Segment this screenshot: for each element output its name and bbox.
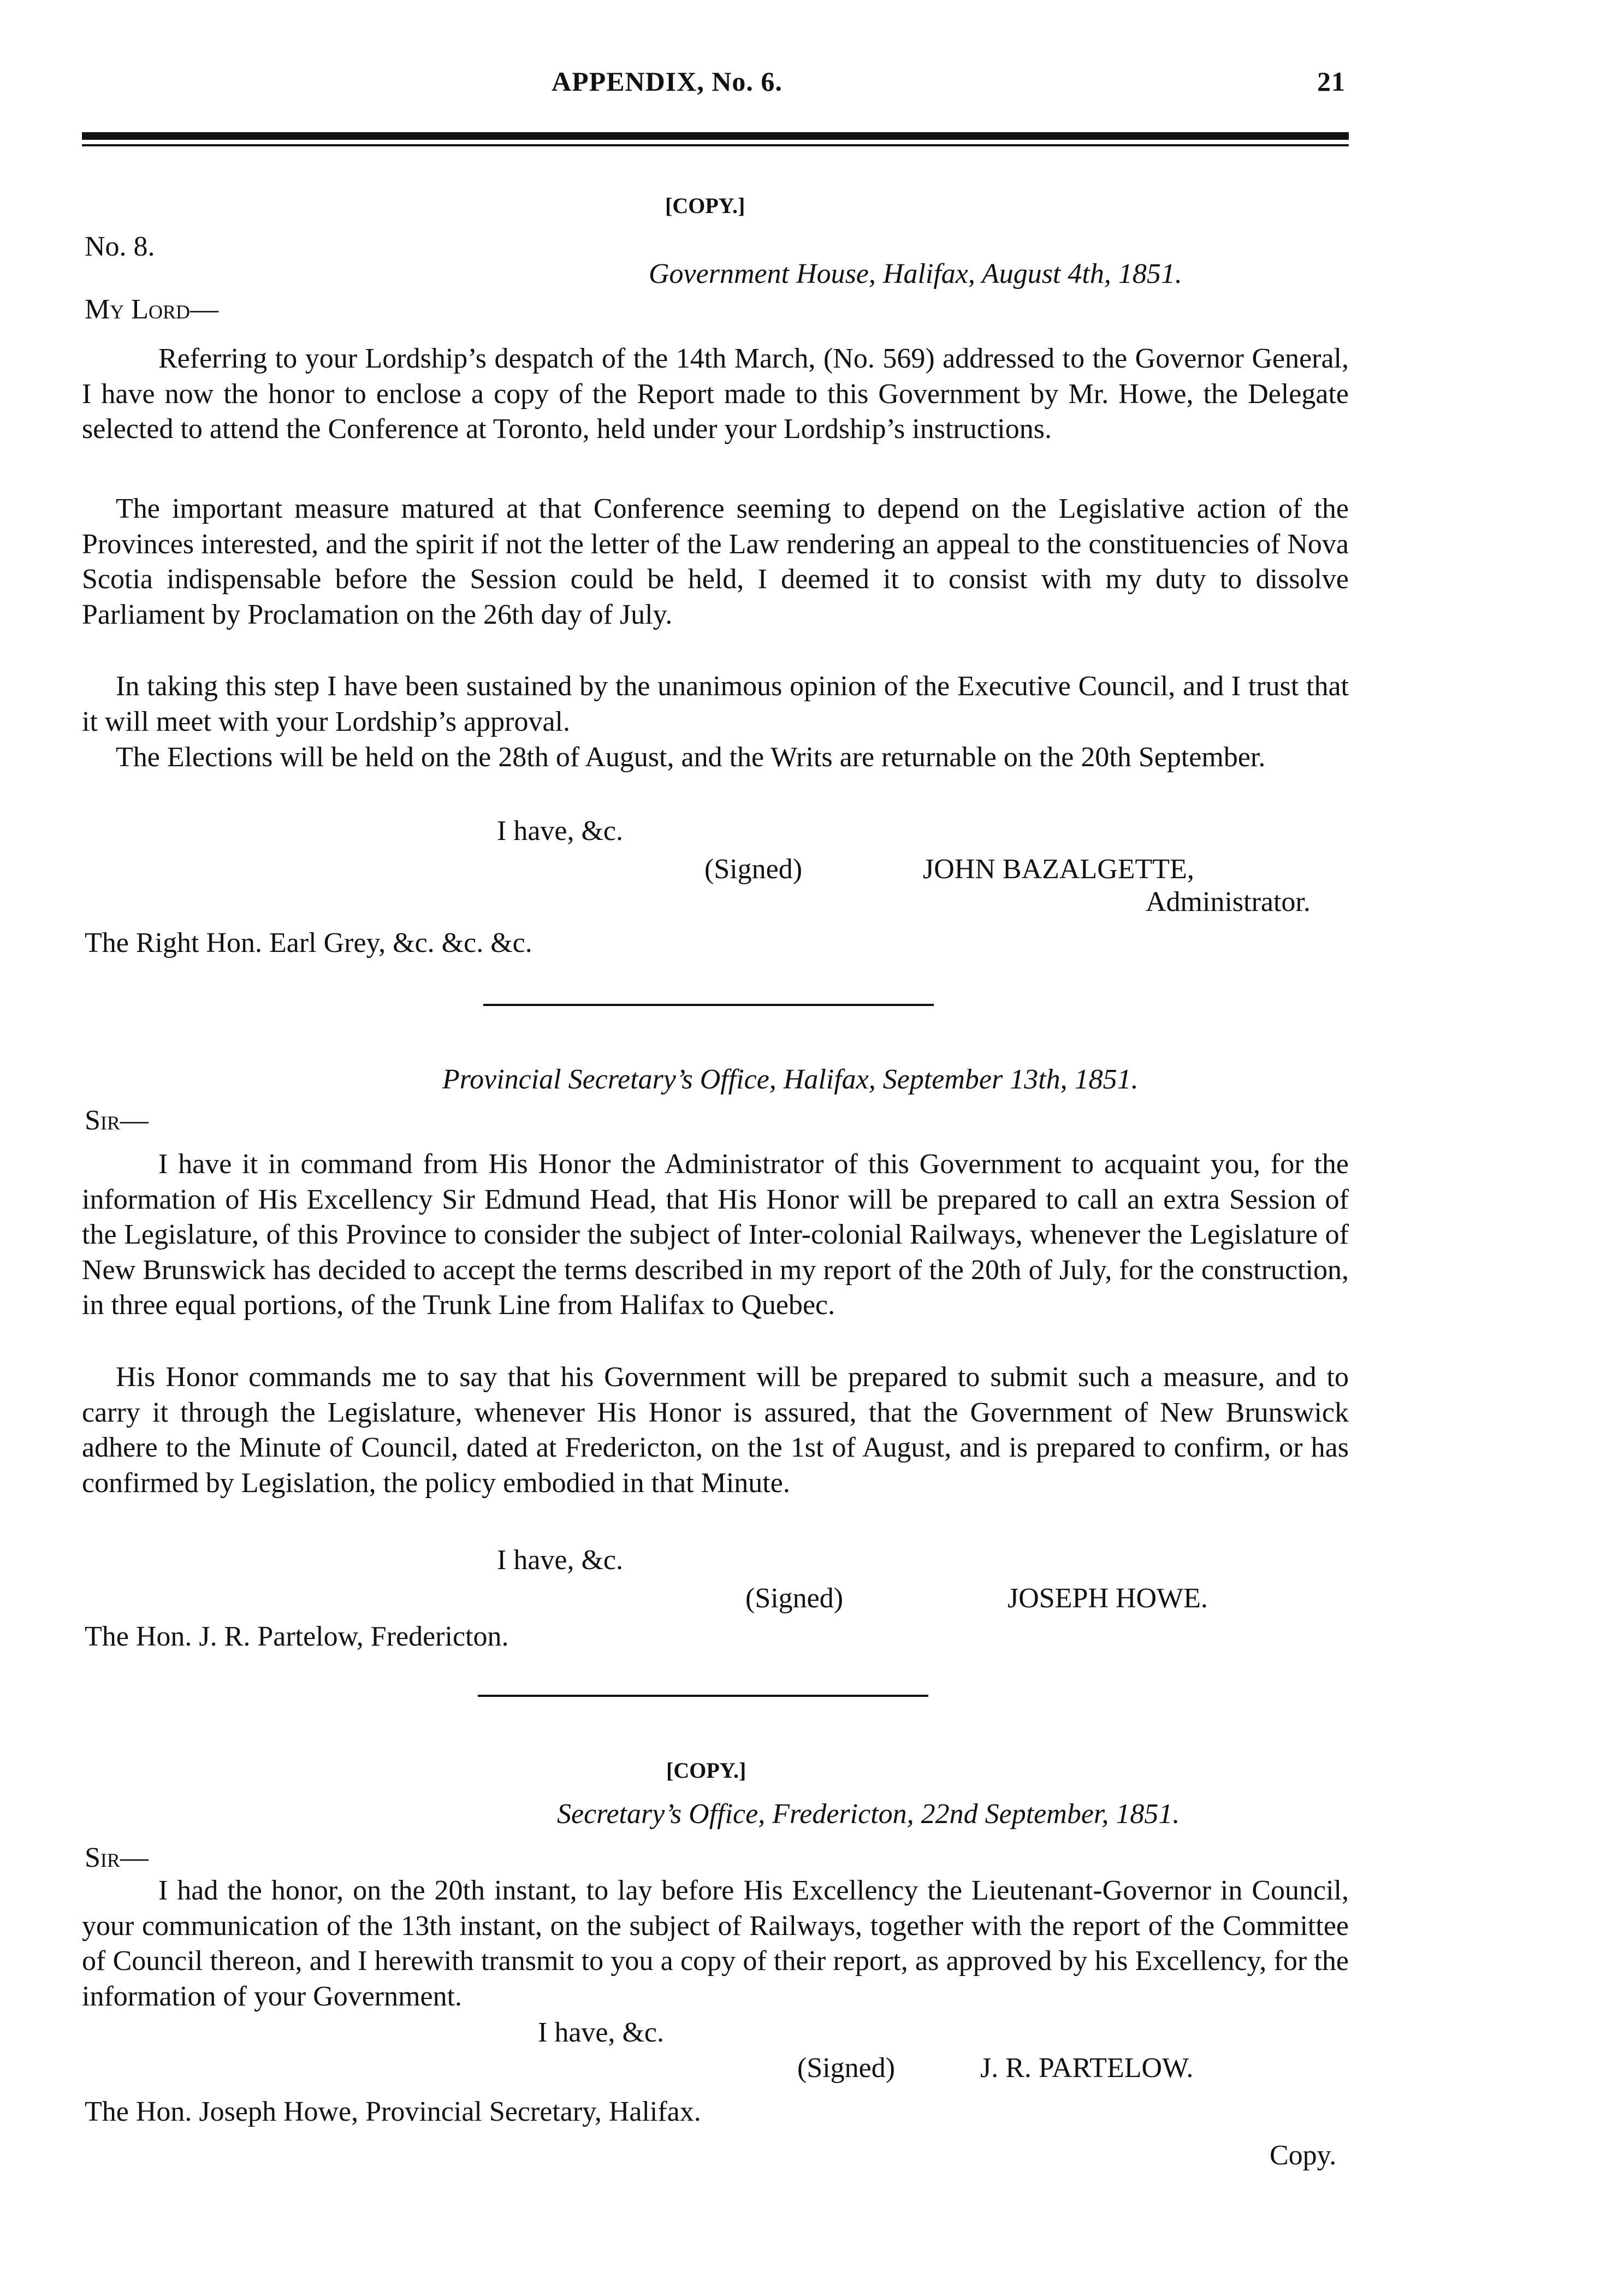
signer-name: JOHN BAZALGETTE,	[923, 854, 1194, 885]
addressee: The Right Hon. Earl Grey, &c. &c. &c.	[85, 927, 532, 958]
salutation: Sir—	[85, 1842, 149, 1873]
catchword: Copy.	[1270, 2140, 1337, 2171]
signer-name: JOSEPH HOWE.	[1007, 1583, 1208, 1614]
section-divider	[478, 1695, 928, 1697]
copy-mark: [COPY.]	[665, 193, 745, 218]
letter-paragraph: His Honor commands me to say that his Government will be prepared to submit such a measure, and to carry it through the Legislature, whenever His Honor is assured, that the Government of New Brunswick adhere to the Minute of Council, dated at Fredericton, on the 1st of August, and is prepared to confirm, or has confirmed by Legislation, the policy embodied in that Minute.	[82, 1362, 1349, 1499]
signed-label: (Signed)	[745, 1583, 844, 1614]
section-divider	[483, 1004, 934, 1006]
letter-number: No. 8.	[85, 231, 155, 262]
closing: I have, &c.	[497, 815, 624, 847]
page-number: 21	[1317, 66, 1346, 97]
copy-mark: [COPY.]	[666, 1758, 746, 1783]
page-header-title: APPENDIX, No. 6.	[552, 66, 783, 97]
signed-label: (Signed)	[704, 854, 803, 885]
signed-label: (Signed)	[797, 2052, 896, 2084]
addressee: The Hon. J. R. Partelow, Fredericton.	[85, 1621, 509, 1652]
letter-paragraph: I had the honor, on the 20th instant, to lay before His Excellency the Lieutenant-Governor in Council, your communication of the 13th instant, on the subject of Railways, together with the report of the Committee of Council thereon, and I herewith transmit to you a copy of their report, as approved by his Excellency, for the information of your Government.	[82, 1875, 1349, 2012]
addressee: The Hon. Joseph Howe, Provincial Secretary, Halifax.	[85, 2096, 701, 2127]
salutation: Sir—	[85, 1105, 149, 1136]
header-rule-thin	[82, 144, 1349, 146]
signer-name: J. R. PARTELOW.	[980, 2052, 1194, 2084]
salutation: My Lord—	[85, 294, 219, 325]
signer-title: Administrator.	[1146, 886, 1311, 918]
letter-paragraph: Referring to your Lordship’s despatch of the 14th March, (No. 569) addressed to the Governor General, I have now the honor to enclose a copy of the Report made to this Government by Mr. Howe, the Delegate selected to attend the Conference at Toronto, held under your Lordship’s instructions.	[82, 343, 1349, 445]
letter-dateline: Government House, Halifax, August 4th, 1851.	[649, 258, 1182, 289]
letter-paragraph: The Elections will be held on the 28th of August, and the Writs are returnable on the 20th September.	[116, 742, 1266, 773]
letter-paragraph: In taking this step I have been sustained by the unanimous opinion of the Executive Council, and I trust that it will meet with your Lordship’s approval.	[82, 671, 1349, 737]
header-rule-thick	[82, 132, 1349, 140]
letter-paragraph: I have it in command from His Honor the Administrator of this Government to acquaint you, for the information of His Excellency Sir Edmund Head, that His Honor will be prepared to call an extra Session of the Legislature, of this Province to consider the subject of Inter-colonial Railways, whenever the Legislature of New Brunswick has decided to accept the terms described in my report of the 20th of July, for the construction, in three equal portions, of the Trunk Line from Halifax to Quebec.	[82, 1149, 1349, 1321]
letter-paragraph: The important measure matured at that Conference seeming to depend on the Legislative action of the Provinces interested, and the spirit if not the letter of the Law rendering an appeal to the constituencies of Nova Scotia indispensable before the Session could be held, I deemed it to consist with my duty to dissolve Parliament by Proclamation on the 26th day of July.	[82, 493, 1349, 630]
closing: I have, &c.	[538, 2017, 665, 2048]
letter-dateline: Provincial Secretary’s Office, Halifax, September 13th, 1851.	[442, 1064, 1139, 1095]
closing: I have, &c.	[497, 1545, 624, 1576]
letter-dateline: Secretary’s Office, Fredericton, 22nd September, 1851.	[557, 1798, 1180, 1830]
